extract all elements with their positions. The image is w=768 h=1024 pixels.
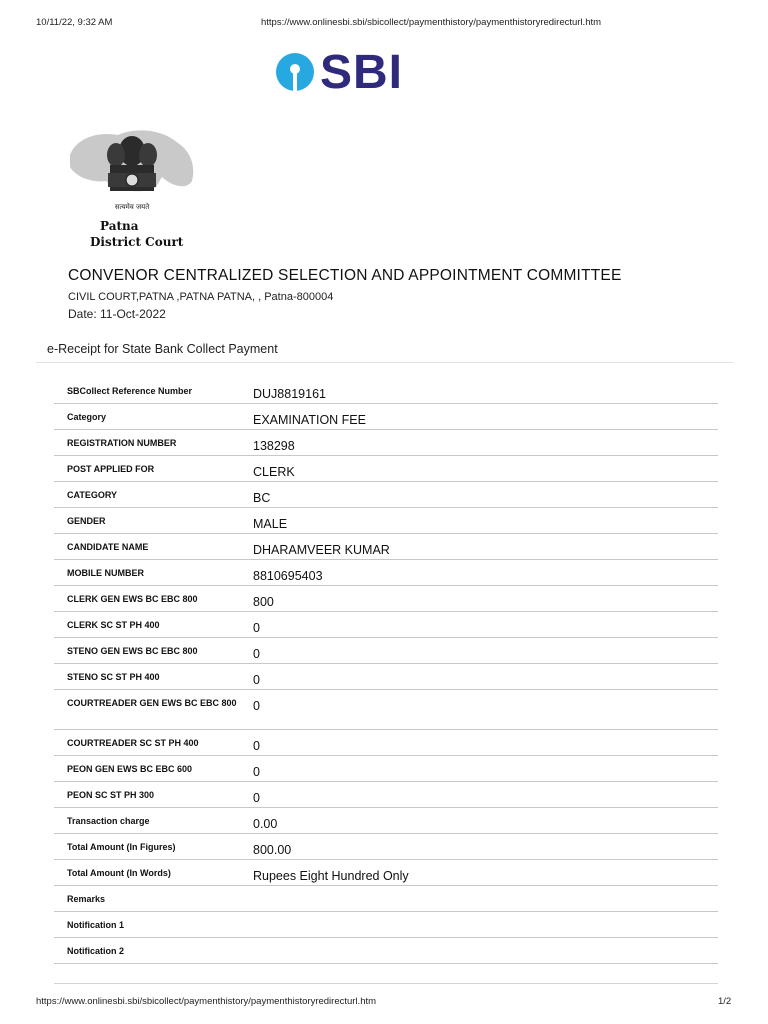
row-value: 800 xyxy=(253,595,274,609)
row-value: 8810695403 xyxy=(253,569,323,583)
table-row xyxy=(54,690,718,730)
table-row xyxy=(54,586,718,612)
table-row xyxy=(54,404,718,430)
table-row xyxy=(54,834,718,860)
row-label: GENDER xyxy=(67,516,106,526)
row-label: CLERK GEN EWS BC EBC 800 xyxy=(67,594,198,604)
row-value: CLERK xyxy=(253,465,295,479)
row-value: Rupees Eight Hundred Only xyxy=(253,869,409,883)
row-value: EXAMINATION FEE xyxy=(253,413,366,427)
row-value: 0 xyxy=(253,765,260,779)
row-label: Notification 1 xyxy=(67,920,125,930)
row-label: Transaction charge xyxy=(67,816,150,826)
row-label: CANDIDATE NAME xyxy=(67,542,149,552)
table-row xyxy=(54,378,718,404)
table-row xyxy=(54,860,718,886)
emblem-motto: सत्यमेव जयते xyxy=(114,203,150,211)
receipt-date: Date: 11-Oct-2022 xyxy=(68,307,166,321)
row-value: DHARAMVEER KUMAR xyxy=(253,543,390,557)
ashoka-emblem-icon xyxy=(66,125,198,213)
row-label: SBCollect Reference Number xyxy=(67,386,193,396)
table-row xyxy=(54,482,718,508)
divider xyxy=(54,983,718,984)
table-row xyxy=(54,782,718,808)
organization-title: CONVENOR CENTRALIZED SELECTION AND APPOINTMENT COMMITTEE xyxy=(68,267,622,284)
table-row xyxy=(54,638,718,664)
row-label: Total Amount (In Figures) xyxy=(67,842,176,852)
print-footer-url: https://www.onlinesbi.sbi/sbicollect/paymenthistory/paymenthistoryredirecturl.htm xyxy=(36,996,377,1007)
row-value: 0 xyxy=(253,791,260,805)
table-row xyxy=(54,886,718,912)
table-row xyxy=(54,456,718,482)
print-datetime: 10/11/22, 9:32 AM xyxy=(36,17,113,28)
row-label: STENO SC ST PH 400 xyxy=(67,672,160,682)
sbi-keyhole-icon xyxy=(276,53,314,91)
row-value: 138298 xyxy=(253,439,295,453)
sbi-logo xyxy=(276,46,426,99)
table-row xyxy=(54,560,718,586)
row-value: 0 xyxy=(253,699,260,713)
row-label: CLERK SC ST PH 400 xyxy=(67,620,160,630)
receipt-title: e-Receipt for State Bank Collect Payment xyxy=(47,342,278,356)
row-value: DUJ8819161 xyxy=(253,387,326,401)
table-row xyxy=(54,534,718,560)
row-value: 0.00 xyxy=(253,817,278,831)
table-row xyxy=(54,508,718,534)
print-header-url: https://www.onlinesbi.sbi/sbicollect/paymenthistory/paymenthistoryredirecturl.htm xyxy=(261,17,602,28)
table-row xyxy=(54,430,718,456)
row-label: STENO GEN EWS BC EBC 800 xyxy=(67,646,198,656)
row-value: 0 xyxy=(253,739,260,753)
table-row xyxy=(54,756,718,782)
court-name-line-2: District Court xyxy=(90,235,184,249)
row-label: MOBILE NUMBER xyxy=(67,568,144,578)
court-name-line-1: Patna xyxy=(100,219,139,233)
row-label: REGISTRATION NUMBER xyxy=(67,438,177,448)
row-value: 0 xyxy=(253,621,260,635)
row-value: 0 xyxy=(253,647,260,661)
row-label: CATEGORY xyxy=(67,490,118,500)
table-row xyxy=(54,730,718,756)
row-label: COURTREADER SC ST PH 400 xyxy=(67,738,199,748)
row-label: Notification 2 xyxy=(67,946,125,956)
table-row xyxy=(54,664,718,690)
row-label: Remarks xyxy=(67,894,106,904)
row-label: PEON SC ST PH 300 xyxy=(67,790,155,800)
table-row xyxy=(54,612,718,638)
table-row xyxy=(54,938,718,964)
row-value: MALE xyxy=(253,517,288,531)
receipt-table xyxy=(54,378,718,964)
table-row xyxy=(54,808,718,834)
row-label: Total Amount (In Words) xyxy=(67,868,171,878)
divider xyxy=(36,362,733,363)
page-number: 1/2 xyxy=(718,996,732,1007)
row-label: Category xyxy=(67,412,107,422)
sbi-logo-text: SBI xyxy=(320,46,404,99)
row-label: COURTREADER GEN EWS BC EBC 800 xyxy=(67,698,237,708)
table-row xyxy=(54,912,718,938)
organization-address: CIVIL COURT,PATNA ,PATNA PATNA, , Patna-800004 xyxy=(68,291,334,303)
row-value: BC xyxy=(253,491,271,505)
row-label: PEON GEN EWS BC EBC 600 xyxy=(67,764,193,774)
row-value: 0 xyxy=(253,673,260,687)
row-value: 800.00 xyxy=(253,843,292,857)
row-label: POST APPLIED FOR xyxy=(67,464,155,474)
